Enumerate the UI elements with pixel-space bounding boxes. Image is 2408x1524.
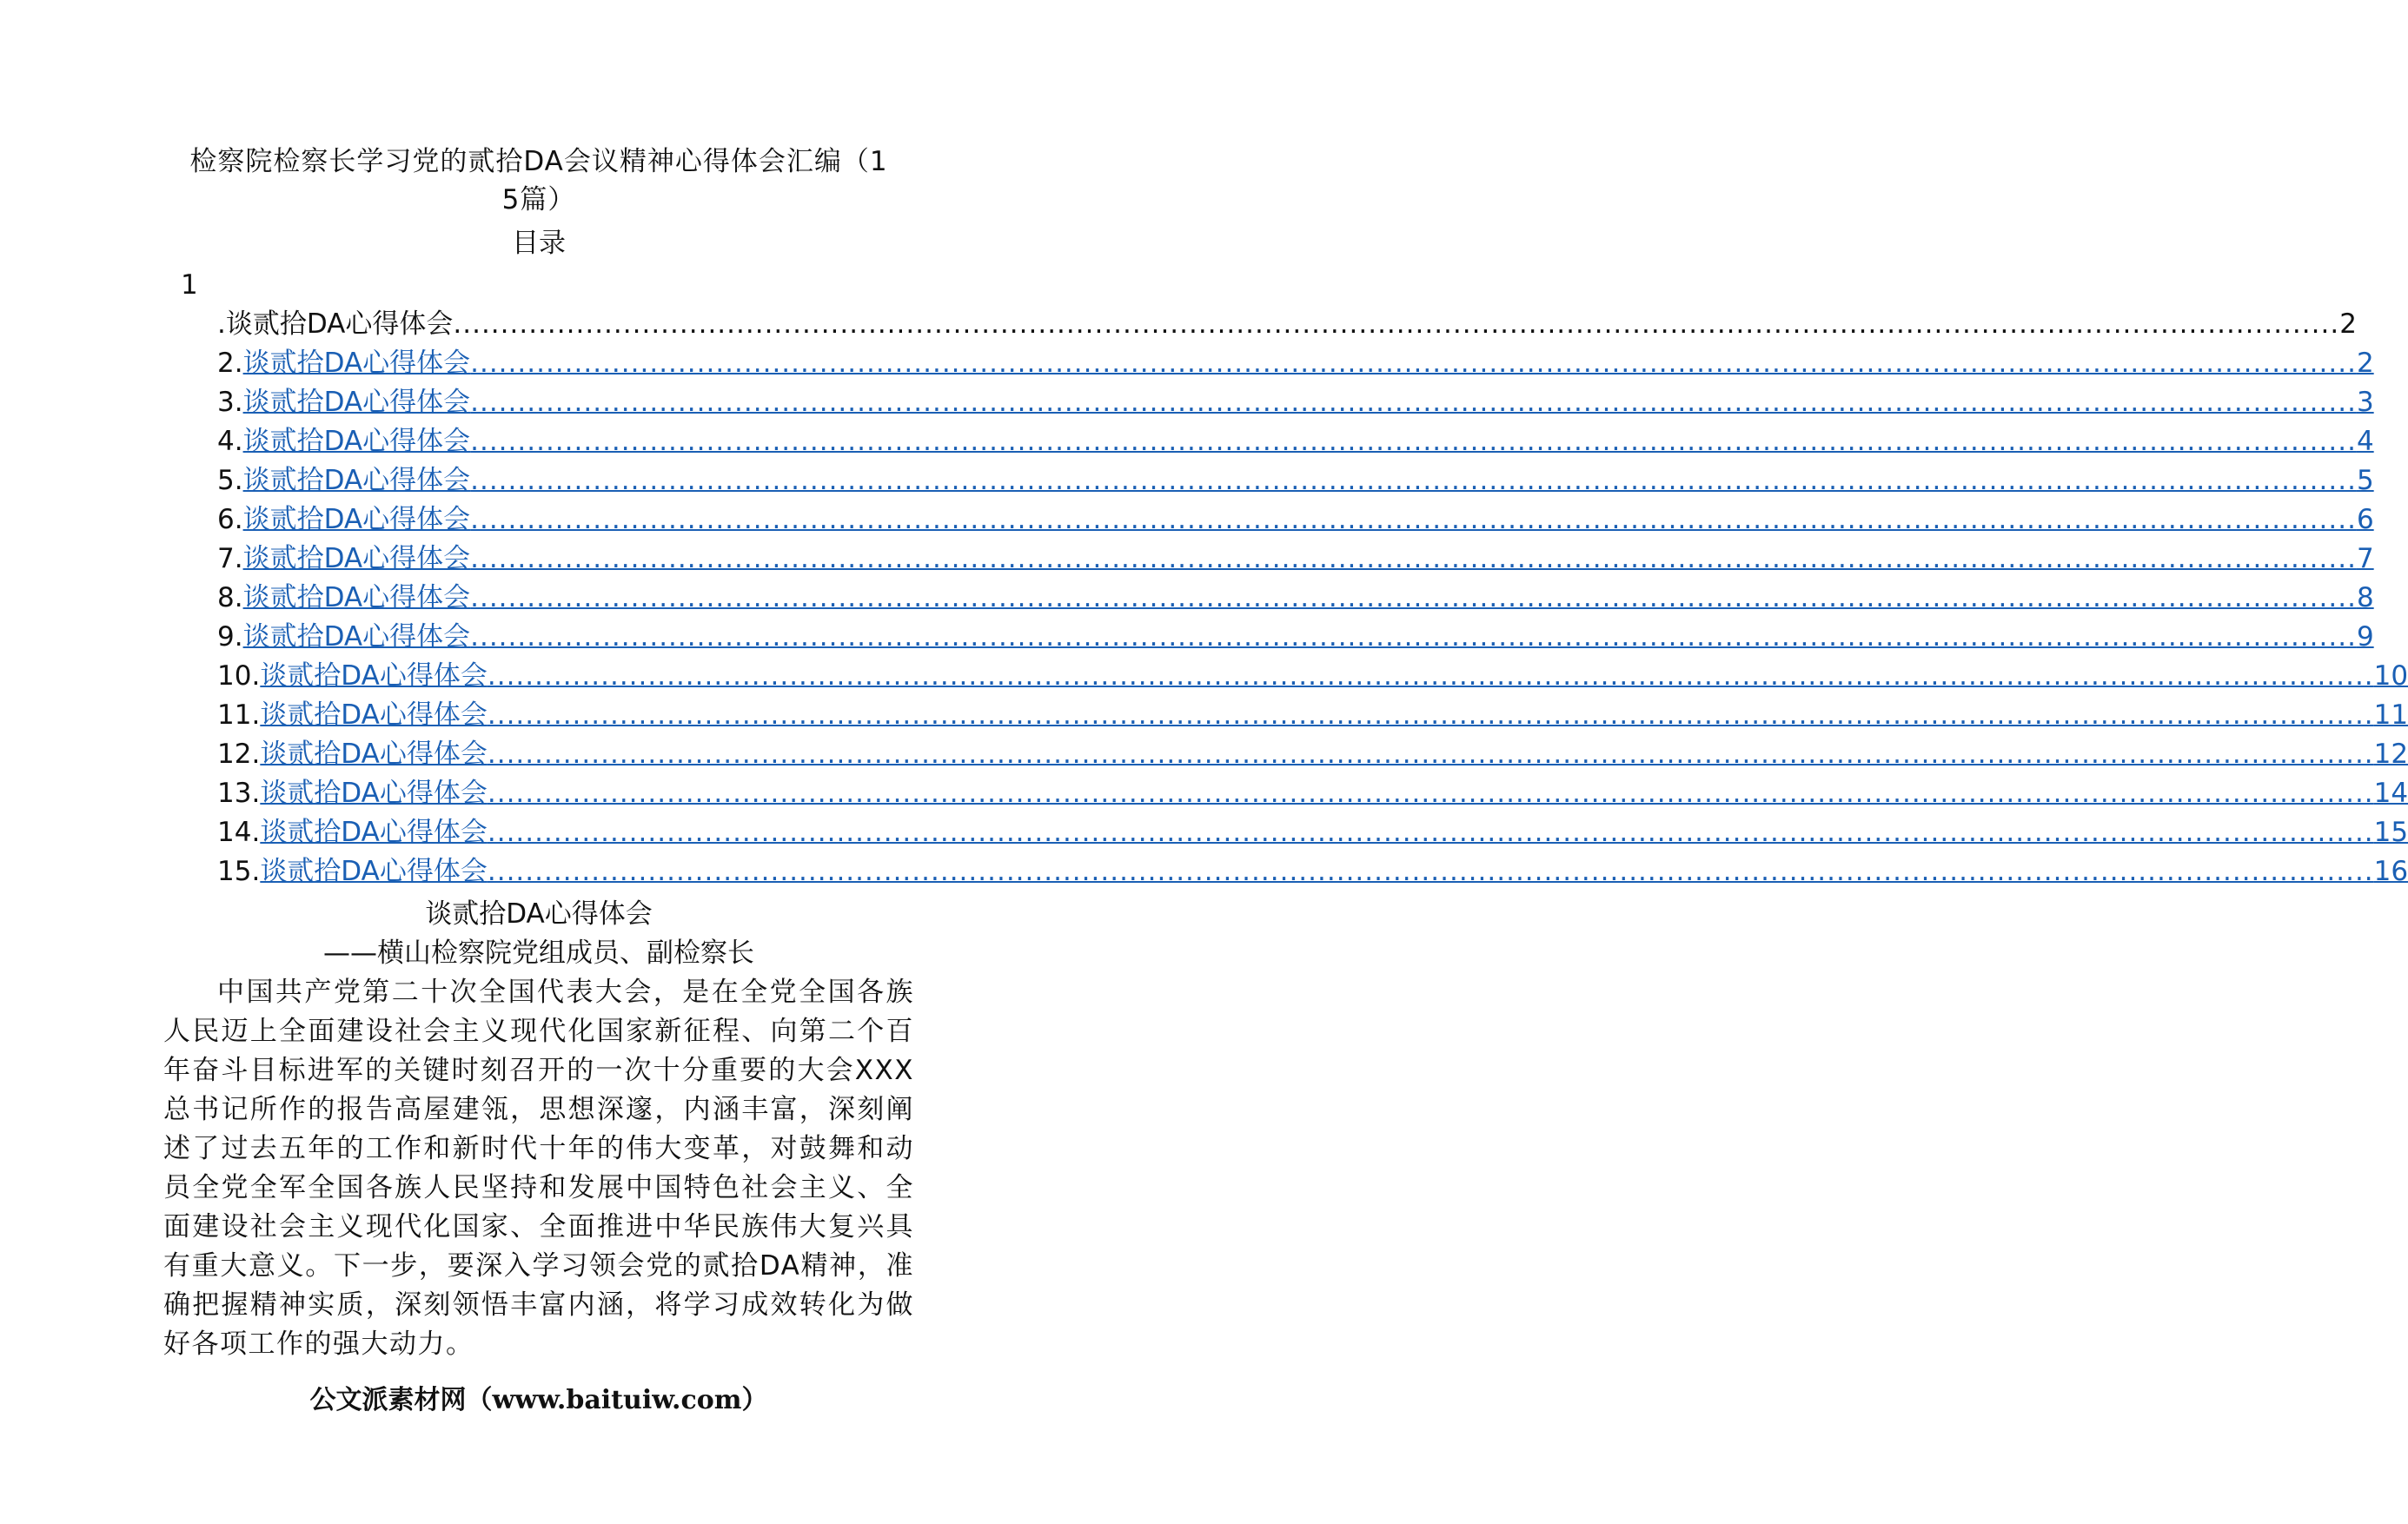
toc-entry-link[interactable] — [243, 344, 2374, 382]
toc-entry[interactable] — [217, 344, 2374, 383]
toc-entry-label: 谈贰拾DA心得体会 — [242, 543, 471, 574]
toc-entry-page-number: 9 — [2356, 621, 2374, 653]
document-title-line-2: 5篇） — [501, 184, 576, 215]
toc-entry-page-number: 14 — [2373, 778, 2408, 809]
toc-entry-link[interactable] — [243, 383, 2374, 421]
toc-entry-page-number: 2 — [2356, 348, 2374, 379]
toc-entry-number: 11. — [217, 699, 261, 731]
toc-entry-number: 3. — [217, 387, 243, 418]
toc-entry-page-number: 10 — [2373, 660, 2408, 692]
toc-entry-number: 10. — [217, 660, 261, 692]
table-of-contents — [217, 305, 2408, 891]
toc-entry-label: 谈贰拾DA心得体会 — [242, 387, 471, 418]
toc-entry-link[interactable] — [243, 540, 2374, 578]
toc-dot-leader: ........................................................................................................................................................................................................ — [470, 465, 2357, 496]
toc-entry-page-number: 2 — [2339, 308, 2357, 340]
footer-watermark: 公文派素材网（www.baituiw.com） — [309, 1385, 768, 1415]
toc-entry-label: 谈贰拾DA心得体会 — [242, 348, 471, 379]
toc-dot-leader: ........................................................................................................................................................................................................ — [487, 778, 2374, 809]
toc-entry-page-number: 11 — [2373, 699, 2408, 731]
toc-entry[interactable] — [217, 774, 2408, 813]
toc-entry-link[interactable] — [243, 422, 2374, 461]
toc-entry-link[interactable] — [260, 813, 2408, 851]
toc-dot-leader: ........................................................................................................................................................................................................ — [487, 699, 2374, 731]
toc-entry-label: 谈贰拾DA心得体会 — [242, 426, 471, 457]
toc-entry-label: 谈贰拾DA心得体会 — [260, 660, 488, 692]
toc-entry-text — [217, 305, 2357, 343]
toc-entry-page-number: 15 — [2373, 817, 2408, 848]
toc-entry-link[interactable] — [260, 696, 2408, 734]
toc-entry-link[interactable] — [243, 500, 2374, 539]
toc-entry-page-number: 3 — [2356, 387, 2374, 418]
document-title — [165, 142, 912, 219]
toc-entry-label: 谈贰拾DA心得体会 — [260, 856, 488, 887]
toc-dot-leader: ........................................................................................................................................................................................................ — [487, 739, 2374, 770]
toc-entry-link[interactable] — [260, 774, 2408, 812]
toc-entry-number: 7. — [217, 543, 243, 574]
toc-entry-number: 15. — [217, 856, 261, 887]
toc-entry-label: .谈贰拾DA心得体会 — [217, 308, 454, 340]
toc-entry-link[interactable] — [260, 852, 2408, 891]
toc-dot-leader: ........................................................................................................................................................................................................ — [470, 621, 2357, 653]
toc-entry — [217, 305, 2357, 344]
toc-entry[interactable] — [217, 383, 2374, 422]
toc-dot-leader: ........................................................................................................................................................................................................ — [470, 543, 2357, 574]
toc-entry[interactable] — [217, 618, 2374, 657]
toc-entry-page-number: 6 — [2356, 504, 2374, 535]
body-paragraph: 中国共产党第二十次全国代表大会，是在全党全国各族人民迈上全面建设社会主义现代化国家新征程、向第二个百年奋斗目标进军的关键时刻召开的一次十分重要的大会XXX总书记所作的报告高屋建瓴，思想深邃，内涵丰富，深刻阐述了过去五年的工作和新时代十年的伟大变革，对鼓舞和动员全党全军全国各族人民坚持和发展中国特色社会主义、全面建设社会主义现代化国家、全面推进中华民族伟大复兴具有重大意义。下一步，要深入学习领会党的贰拾DA精神，准确把握精神实质，深刻领悟丰富内涵，将学习成效转化为做好各项工作的强大动力。 — [163, 977, 914, 1360]
toc-entry-link[interactable] — [260, 735, 2408, 773]
toc-entry-label: 谈贰拾DA心得体会 — [260, 739, 488, 770]
toc-entry[interactable] — [217, 422, 2374, 461]
toc-dot-leader: ........................................................................................................................................................................................................ — [487, 660, 2374, 692]
toc-entry-page-number: 4 — [2356, 426, 2374, 457]
toc-entry-label: 谈贰拾DA心得体会 — [242, 504, 471, 535]
toc-entry-label: 谈贰拾DA心得体会 — [260, 699, 488, 731]
toc-entry-link[interactable] — [243, 618, 2374, 656]
toc-entry[interactable] — [217, 540, 2374, 579]
toc-entry-number: 5. — [217, 465, 243, 496]
toc-entry-label: 谈贰拾DA心得体会 — [242, 621, 471, 653]
toc-entry-label: 谈贰拾DA心得体会 — [242, 465, 471, 496]
toc-entry-number: 14. — [217, 817, 261, 848]
toc-entry[interactable] — [217, 852, 2408, 891]
toc-entry-page-number: 7 — [2356, 543, 2374, 574]
toc-entry[interactable] — [217, 696, 2408, 735]
toc-dot-leader: ........................................................................................................................................................................................................ — [487, 817, 2374, 848]
toc-entry-link[interactable] — [243, 461, 2374, 500]
toc-entry-label: 谈贰拾DA心得体会 — [260, 778, 488, 809]
toc-entry-number: 13. — [217, 778, 261, 809]
toc-entry[interactable] — [217, 657, 2408, 696]
toc-entry-number: 6. — [217, 504, 243, 535]
document-title-line-1: 检察院检察长学习党的贰拾DA会议精神心得体会汇编（1 — [189, 146, 888, 177]
toc-entry-number: 8. — [217, 582, 243, 613]
toc-entry[interactable] — [217, 461, 2374, 500]
toc-entry[interactable] — [217, 735, 2408, 774]
toc-entry-link[interactable] — [243, 579, 2374, 617]
article-title: 谈贰拾DA心得体会 — [425, 898, 653, 930]
toc-entry-label: 谈贰拾DA心得体会 — [260, 817, 488, 848]
toc-first-number: 1 — [181, 269, 198, 301]
toc-dot-leader: ........................................................................................................................................................................................................ — [470, 387, 2357, 418]
toc-entry[interactable] — [217, 500, 2374, 540]
toc-entry[interactable] — [217, 579, 2374, 618]
toc-entry-number: 12. — [217, 739, 261, 770]
toc-dot-leader: ........................................................................................................................................................................................................ — [470, 348, 2357, 379]
toc-entry-number: 2. — [217, 348, 243, 379]
toc-entry-number: 4. — [217, 426, 243, 457]
toc-entry-label: 谈贰拾DA心得体会 — [242, 582, 471, 613]
toc-dot-leader: ........................................................................................................................................................................................................ — [470, 582, 2357, 613]
toc-entry-page-number: 8 — [2356, 582, 2374, 613]
toc-entry-link[interactable] — [260, 657, 2408, 695]
toc-entry-page-number: 5 — [2356, 465, 2374, 496]
toc-dot-leader: ........................................................................................................................................................................................................ — [470, 504, 2357, 535]
toc-entry[interactable] — [217, 813, 2408, 852]
article-subtitle: ——横山检察院党组成员、副检察长 — [323, 938, 754, 969]
toc-heading: 目录 — [512, 228, 566, 259]
toc-dot-leader: ........................................................................................................................................................................................................ — [487, 856, 2374, 887]
toc-dot-leader: ........................................................................................................................................................................................................ — [470, 426, 2357, 457]
toc-entry-page-number: 16 — [2373, 856, 2408, 887]
toc-entry-number: 9. — [217, 621, 243, 653]
toc-entry-page-number: 12 — [2373, 739, 2408, 770]
toc-dot-leader: ........................................................................................................................................................................................................ — [453, 308, 2340, 340]
